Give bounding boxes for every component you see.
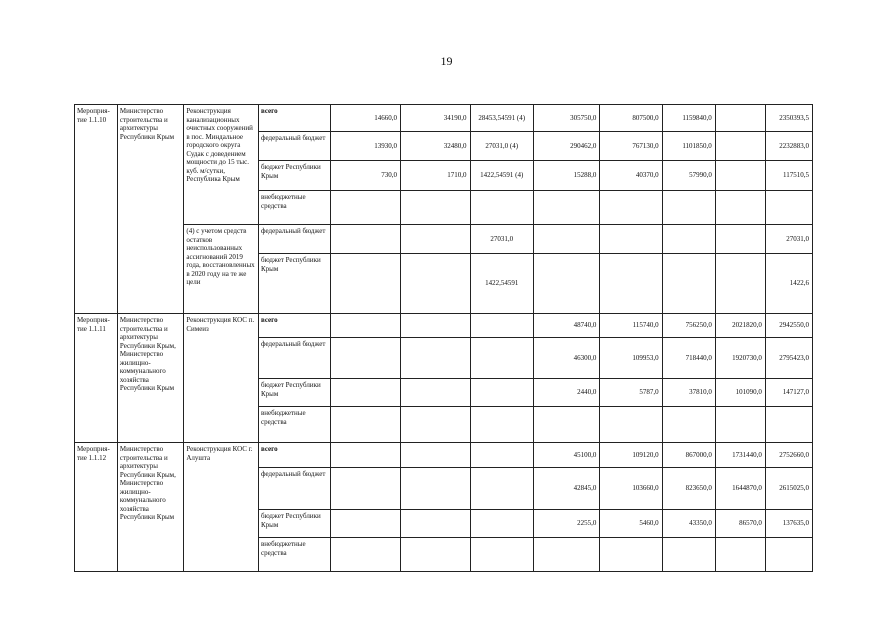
value-cell [715,225,765,254]
value-cell [330,254,401,314]
value-cell: 305750,0 [533,105,599,132]
value-cell [715,254,765,314]
value-cell [715,132,765,161]
value-cell: 34190,0 [401,105,471,132]
funding-source: всего [258,314,330,338]
note-cell: (4) с учетом средств остатков неиспользованных ассигнований 2019 года, восстановленных в 2020 году на те же цели [184,225,259,314]
funding-source: всего [258,105,330,132]
value-cell [330,379,401,407]
value-cell [330,510,401,538]
ministry-cell [117,443,183,572]
event-cell: Мероприя-тие 1.1.12 [75,443,118,572]
value-cell: 767130,0 [600,132,662,161]
funding-source: федеральный бюджет [258,225,330,254]
value-cell [765,538,812,572]
value-cell: 1159840,0 [662,105,715,132]
value-cell: 137635,0 [765,510,812,538]
table-row [75,443,813,468]
value-cell: 42845,0 [533,468,599,510]
value-cell: 45100,0 [533,443,599,468]
value-cell [470,510,533,538]
ministry-name: Министерство строительства и архитектуры Республики Крым, [119,316,176,350]
value-cell: 1920730,0 [715,338,765,379]
value-cell [330,314,401,338]
value-cell [470,443,533,468]
value-cell [470,379,533,407]
value-cell [401,314,471,338]
value-cell [470,407,533,443]
funding-source: внебюджетные средства [258,538,330,572]
value-cell [330,225,401,254]
value-cell [600,407,662,443]
value-cell: 1644870,0 [715,468,765,510]
value-cell: 27031,0 [765,225,812,254]
funding-source: бюджет Республики Крым [258,510,330,538]
value-cell: 28453,54591 (4) [470,105,533,132]
table-row [75,314,813,338]
value-cell [470,538,533,572]
value-cell: 109120,0 [600,443,662,468]
funding-source: внебюджетные средства [258,191,330,225]
value-cell [600,191,662,225]
project-cell: Реконструкция КОС г. Алушта [184,443,259,572]
value-cell: 823650,0 [662,468,715,510]
value-cell [600,225,662,254]
value-cell: 2942550,0 [765,314,812,338]
value-cell [765,407,812,443]
value-cell [533,254,599,314]
value-cell: 730,0 [330,161,401,191]
value-cell: 117510,5 [765,161,812,191]
value-cell: 867000,0 [662,443,715,468]
value-cell: 46300,0 [533,338,599,379]
value-cell: 2255,0 [533,510,599,538]
value-cell [662,191,715,225]
value-cell [600,254,662,314]
value-cell [715,161,765,191]
value-cell: 2232883,0 [765,132,812,161]
value-cell [600,538,662,572]
funding-source: бюджет Республики Крым [258,379,330,407]
value-cell [662,538,715,572]
table-row [75,105,813,132]
value-cell: 15288,0 [533,161,599,191]
funding-source: бюджет Республики Крым [258,161,330,191]
value-cell [662,407,715,443]
value-cell: 103660,0 [600,468,662,510]
value-cell [533,225,599,254]
value-cell: 2440,0 [533,379,599,407]
value-cell [330,538,401,572]
value-cell: 1710,0 [401,161,471,191]
value-cell [662,225,715,254]
value-cell [470,191,533,225]
value-cell [401,379,471,407]
value-cell: 48740,0 [533,314,599,338]
value-cell: 5460,0 [600,510,662,538]
value-cell [330,338,401,379]
value-cell [533,407,599,443]
value-cell: 109953,0 [600,338,662,379]
ministry-cell [117,105,183,314]
value-cell: 27031,0 (4) [470,132,533,161]
funding-source: бюджет Республики Крым [258,254,330,314]
value-cell: 147127,0 [765,379,812,407]
value-cell [715,538,765,572]
value-cell [330,191,401,225]
value-cell: 13930,0 [330,132,401,161]
value-cell [401,225,471,254]
value-cell [533,191,599,225]
value-cell [330,468,401,510]
value-cell: 40370,0 [600,161,662,191]
ministry-name: Министерство жилищно-коммунального хозяйства Республики Крым [119,479,175,521]
value-cell [765,191,812,225]
funding-source: федеральный бюджет [258,132,330,161]
value-cell: 2615025,0 [765,468,812,510]
funding-source: федеральный бюджет [258,338,330,379]
value-cell [330,407,401,443]
value-cell: 1101850,0 [662,132,715,161]
project-cell: Реконструкция КОС п. Симеиз [184,314,259,443]
table-body [75,105,813,572]
value-cell: 14660,0 [330,105,401,132]
value-cell [715,407,765,443]
value-cell [533,538,599,572]
value-cell: 2795423,0 [765,338,812,379]
funding-source: внебюджетные средства [258,407,330,443]
value-cell: 5787,0 [600,379,662,407]
value-cell [401,338,471,379]
value-cell [330,443,401,468]
funding-source: федеральный бюджет [258,468,330,510]
event-cell: Мероприя-тие 1.1.11 [75,314,118,443]
value-cell [470,338,533,379]
value-cell [715,105,765,132]
value-cell [401,254,471,314]
value-cell [662,254,715,314]
value-cell: 101090,0 [715,379,765,407]
table-row [75,225,813,254]
value-cell: 290462,0 [533,132,599,161]
value-cell: 756250,0 [662,314,715,338]
value-cell: 86570,0 [715,510,765,538]
value-cell [401,407,471,443]
value-cell: 1422,54591 (4) [470,161,533,191]
value-cell: 1422,6 [765,254,812,314]
value-cell: 807500,0 [600,105,662,132]
value-cell: 32480,0 [401,132,471,161]
value-cell: 2021820,0 [715,314,765,338]
value-cell: 115740,0 [600,314,662,338]
ministry-name: Министерство строительства и архитектуры Республики Крым [119,107,175,141]
value-cell: 27031,0 [470,225,533,254]
ministry-cell [117,314,183,443]
value-cell [470,468,533,510]
page-number: 19 [440,54,453,68]
value-cell: 1422,54591 [470,254,533,314]
value-cell: 37810,0 [662,379,715,407]
value-cell [470,314,533,338]
project-cell: Реконструкция канализационных очистных сооружений в пос. Миндальное городского округа Судак с доведением мощности до 15 тыс. куб. м/сутки, Республика Крым [184,105,259,225]
value-cell [401,510,471,538]
value-cell [401,443,471,468]
event-cell: Мероприя-тие 1.1.10 [75,105,118,314]
budget-table [74,104,813,572]
value-cell [401,538,471,572]
value-cell: 2350393,5 [765,105,812,132]
value-cell: 1731440,0 [715,443,765,468]
funding-source: всего [258,443,330,468]
value-cell [401,191,471,225]
value-cell [715,191,765,225]
value-cell: 57990,0 [662,161,715,191]
ministry-name: Министерство жилищно-коммунального хозяйства Республики Крым [119,350,175,392]
value-cell: 2752660,0 [765,443,812,468]
value-cell: 43350,0 [662,510,715,538]
ministry-name: Министерство строительства и архитектуры Республики Крым, [119,445,176,479]
value-cell: 718440,0 [662,338,715,379]
value-cell [401,468,471,510]
